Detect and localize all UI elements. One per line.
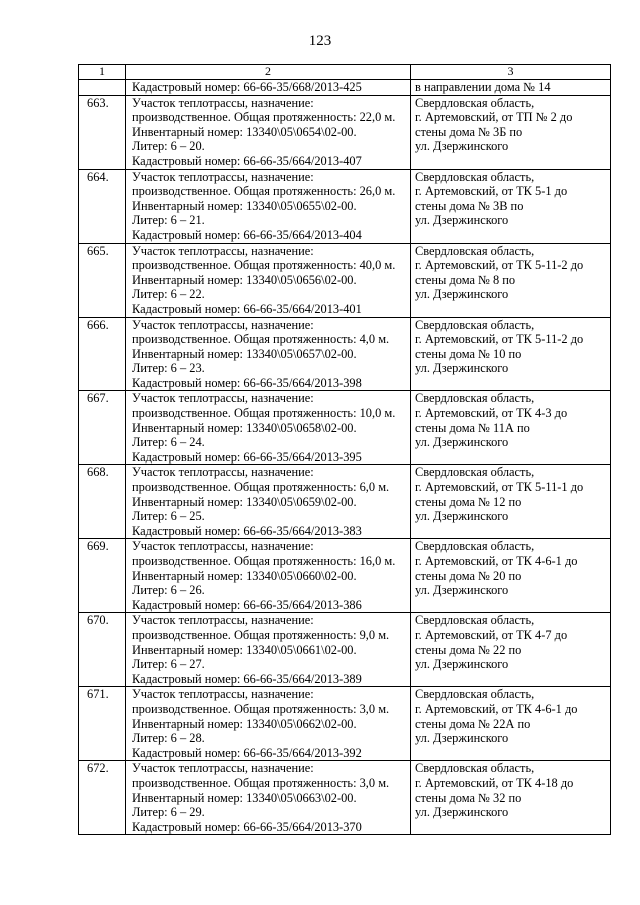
object-description-line: Инвентарный номер: 13340\05\0656\02-00. bbox=[132, 272, 357, 287]
object-description-line: Инвентарный номер: 13340\05\0655\02-00. bbox=[132, 198, 357, 213]
object-address-line: Свердловская область, bbox=[415, 539, 535, 554]
row-number: 664. bbox=[79, 169, 126, 243]
object-address-line: ул. Дзержинского bbox=[415, 509, 509, 524]
table-row bbox=[79, 169, 611, 243]
object-address-line: стены дома № 22А по bbox=[415, 716, 531, 731]
object-address-line: ул. Дзержинского bbox=[415, 361, 509, 376]
row-number: 669. bbox=[79, 539, 126, 613]
object-address-line: стены дома № 3В по bbox=[415, 198, 524, 213]
object-address-line: ул. Дзержинского bbox=[415, 213, 509, 228]
table-row bbox=[79, 613, 611, 687]
object-description-line: Литер: 6 – 25. bbox=[132, 509, 205, 524]
row-number: 668. bbox=[79, 465, 126, 539]
object-description-line: Участок теплотрассы, назначение: bbox=[132, 539, 314, 554]
object-address-line: Свердловская область, bbox=[415, 243, 535, 258]
object-description-line: Литер: 6 – 27. bbox=[132, 657, 205, 672]
object-address-line: ул. Дзержинского bbox=[415, 435, 509, 450]
object-description-line: Инвентарный номер: 13340\05\0662\02-00. bbox=[132, 716, 357, 731]
object-description-line: Литер: 6 – 22. bbox=[132, 287, 205, 302]
table-row bbox=[79, 317, 611, 391]
object-address-line: ул. Дзержинского bbox=[415, 731, 509, 746]
object-address-line: г. Артемовский, от ТП № 2 до bbox=[415, 110, 573, 125]
object-address-line: стены дома № 3Б по bbox=[415, 124, 523, 139]
object-description-line: Кадастровый номер: 66-66-35/664/2013-407 bbox=[132, 153, 362, 168]
object-description bbox=[126, 243, 411, 317]
object-description-line: производственное. Общая протяженность: 26,0 м. bbox=[132, 184, 396, 199]
row-number: 663. bbox=[79, 95, 126, 169]
object-description-line: Инвентарный номер: 13340\05\0659\02-00. bbox=[132, 494, 357, 509]
registry-table bbox=[78, 64, 611, 835]
object-address bbox=[411, 80, 611, 96]
table-row bbox=[79, 391, 611, 465]
object-description-line: производственное. Общая протяженность: 10,0 м. bbox=[132, 406, 396, 421]
object-description-line: Участок теплотрассы, назначение: bbox=[132, 391, 314, 406]
column-header-1: 1 bbox=[79, 65, 126, 80]
object-address bbox=[411, 95, 611, 169]
object-address bbox=[411, 317, 611, 391]
table-row bbox=[79, 539, 611, 613]
object-address-line: ул. Дзержинского bbox=[415, 287, 509, 302]
object-description-line: Кадастровый номер: 66-66-35/664/2013-392 bbox=[132, 745, 362, 760]
row-number: 671. bbox=[79, 687, 126, 761]
object-description-line: Кадастровый номер: 66-66-35/664/2013-383 bbox=[132, 523, 362, 538]
object-address-line: стены дома № 22 по bbox=[415, 642, 522, 657]
object-description-line: Литер: 6 – 20. bbox=[132, 139, 205, 154]
object-description-line: Литер: 6 – 21. bbox=[132, 213, 205, 228]
object-address-line: стены дома № 12 по bbox=[415, 494, 522, 509]
object-address-line: г. Артемовский, от ТК 4-6-1 до bbox=[415, 554, 578, 568]
object-description-line: производственное. Общая протяженность: 16,0 м. bbox=[132, 554, 396, 568]
object-address-line: г. Артемовский, от ТК 4-7 до bbox=[415, 627, 568, 642]
object-description-line: Литер: 6 – 23. bbox=[132, 361, 205, 376]
object-description-line: производственное. Общая протяженность: 3,0 м. bbox=[132, 701, 390, 716]
object-address-line: ул. Дзержинского bbox=[415, 657, 509, 672]
page-number: 123 bbox=[308, 33, 332, 49]
row-number: 670. bbox=[79, 613, 126, 687]
object-description bbox=[126, 613, 411, 687]
object-description-line: Литер: 6 – 24. bbox=[132, 435, 205, 450]
object-description-line: Кадастровый номер: 66-66-35/664/2013-395 bbox=[132, 449, 362, 464]
object-address-line: г. Артемовский, от ТК 5-11-1 до bbox=[415, 480, 584, 495]
object-description-line: Кадастровый номер: 66-66-35/664/2013-386 bbox=[132, 597, 362, 612]
object-description-line: Инвентарный номер: 13340\05\0654\02-00. bbox=[132, 124, 357, 139]
object-address bbox=[411, 169, 611, 243]
object-address-line: Свердловская область, bbox=[415, 317, 535, 332]
table-row-continuation bbox=[79, 80, 611, 96]
object-address-line: г. Артемовский, от ТК 5-11-2 до bbox=[415, 332, 584, 347]
object-address-line: Свердловская область, bbox=[415, 169, 535, 184]
object-description-line: Участок теплотрассы, назначение: bbox=[132, 613, 314, 628]
object-address-line: г. Артемовский, от ТК 5-1 до bbox=[415, 184, 568, 199]
object-address-line: Свердловская область, bbox=[415, 465, 535, 480]
object-address-line: Свердловская область, bbox=[415, 391, 535, 406]
object-description-line: Литер: 6 – 29. bbox=[132, 805, 205, 820]
object-address bbox=[411, 613, 611, 687]
object-description-line: Участок теплотрассы, назначение: bbox=[132, 95, 314, 110]
row-number: 672. bbox=[79, 761, 126, 835]
object-description-line: Участок теплотрассы, назначение: bbox=[132, 687, 314, 702]
object-address-line: г. Артемовский, от ТК 5-11-2 до bbox=[415, 258, 584, 273]
object-address-line: стены дома № 32 по bbox=[415, 790, 522, 805]
row-number bbox=[79, 80, 126, 96]
object-description-line: производственное. Общая протяженность: 3,0 м. bbox=[132, 775, 390, 790]
object-address bbox=[411, 243, 611, 317]
object-address-line: Свердловская область, bbox=[415, 95, 535, 110]
object-description-line: Кадастровый номер: 66-66-35/664/2013-401 bbox=[132, 301, 362, 316]
object-description-line: Кадастровый номер: 66-66-35/668/2013-425 bbox=[132, 80, 362, 94]
object-description-line: Участок теплотрассы, назначение: bbox=[132, 317, 314, 332]
object-description-line: Кадастровый номер: 66-66-35/664/2013-389 bbox=[132, 671, 362, 686]
object-address bbox=[411, 687, 611, 761]
object-description-line: Инвентарный номер: 13340\05\0663\02-00. bbox=[132, 790, 357, 805]
column-header-2: 2 bbox=[126, 65, 411, 80]
object-address-line: Свердловская область, bbox=[415, 613, 535, 628]
column-header-3: 3 bbox=[411, 65, 611, 80]
object-description bbox=[126, 687, 411, 761]
object-address-line: стены дома № 8 по bbox=[415, 272, 516, 287]
object-address-line: г. Артемовский, от ТК 4-18 до bbox=[415, 775, 574, 790]
object-description bbox=[126, 317, 411, 391]
object-description-line: Инвентарный номер: 13340\05\0660\02-00. bbox=[132, 568, 357, 583]
object-description-line: Литер: 6 – 28. bbox=[132, 731, 205, 746]
object-description-line: Инвентарный номер: 13340\05\0661\02-00. bbox=[132, 642, 357, 657]
object-description-line: Участок теплотрассы, назначение: bbox=[132, 243, 314, 258]
object-description-line: Кадастровый номер: 66-66-35/664/2013-404 bbox=[132, 227, 362, 242]
object-description-line: Литер: 6 – 26. bbox=[132, 583, 205, 598]
object-description bbox=[126, 539, 411, 613]
object-description-line: Участок теплотрассы, назначение: bbox=[132, 761, 314, 776]
object-description-line: Инвентарный номер: 13340\05\0658\02-00. bbox=[132, 420, 357, 435]
object-address bbox=[411, 391, 611, 465]
object-address-line: Свердловская область, bbox=[415, 761, 535, 776]
object-description-line: Участок теплотрассы, назначение: bbox=[132, 169, 314, 184]
object-description-line: Инвентарный номер: 13340\05\0657\02-00. bbox=[132, 346, 357, 361]
object-address-line: ул. Дзержинского bbox=[415, 805, 509, 820]
table-header-row bbox=[79, 65, 611, 80]
object-description bbox=[126, 391, 411, 465]
object-description-line: производственное. Общая протяженность: 4,0 м. bbox=[132, 332, 390, 347]
row-number: 667. bbox=[79, 391, 126, 465]
object-address-line: стены дома № 20 по bbox=[415, 568, 522, 583]
object-description-line: производственное. Общая протяженность: 40,0 м. bbox=[132, 258, 396, 273]
object-description bbox=[126, 761, 411, 835]
table-row bbox=[79, 243, 611, 317]
object-address bbox=[411, 761, 611, 835]
table-row bbox=[79, 761, 611, 835]
object-address-line: стены дома № 10 по bbox=[415, 346, 522, 361]
object-address-line: в направлении дома № 14 bbox=[415, 80, 551, 94]
row-number: 666. bbox=[79, 317, 126, 391]
object-description-line: производственное. Общая протяженность: 9,0 м. bbox=[132, 627, 390, 642]
object-description-line: Кадастровый номер: 66-66-35/664/2013-370 bbox=[132, 819, 362, 834]
table-row bbox=[79, 687, 611, 761]
object-address-line: ул. Дзержинского bbox=[415, 139, 509, 154]
row-number: 665. bbox=[79, 243, 126, 317]
object-address-line: стены дома № 11А по bbox=[415, 420, 530, 435]
object-description-line: Кадастровый номер: 66-66-35/664/2013-398 bbox=[132, 375, 362, 390]
object-address bbox=[411, 465, 611, 539]
object-address bbox=[411, 539, 611, 613]
object-description-line: производственное. Общая протяженность: 22,0 м. bbox=[132, 110, 396, 125]
object-description bbox=[126, 169, 411, 243]
object-description-line: Участок теплотрассы, назначение: bbox=[132, 465, 314, 480]
object-description bbox=[126, 95, 411, 169]
object-description bbox=[126, 80, 411, 96]
object-address-line: г. Артемовский, от ТК 4-6-1 до bbox=[415, 701, 578, 716]
object-address-line: Свердловская область, bbox=[415, 687, 535, 702]
object-address-line: ул. Дзержинского bbox=[415, 583, 509, 598]
object-description-line: производственное. Общая протяженность: 6,0 м. bbox=[132, 480, 390, 495]
table-row bbox=[79, 95, 611, 169]
object-description bbox=[126, 465, 411, 539]
object-address-line: г. Артемовский, от ТК 4-3 до bbox=[415, 406, 568, 421]
table-row bbox=[79, 465, 611, 539]
